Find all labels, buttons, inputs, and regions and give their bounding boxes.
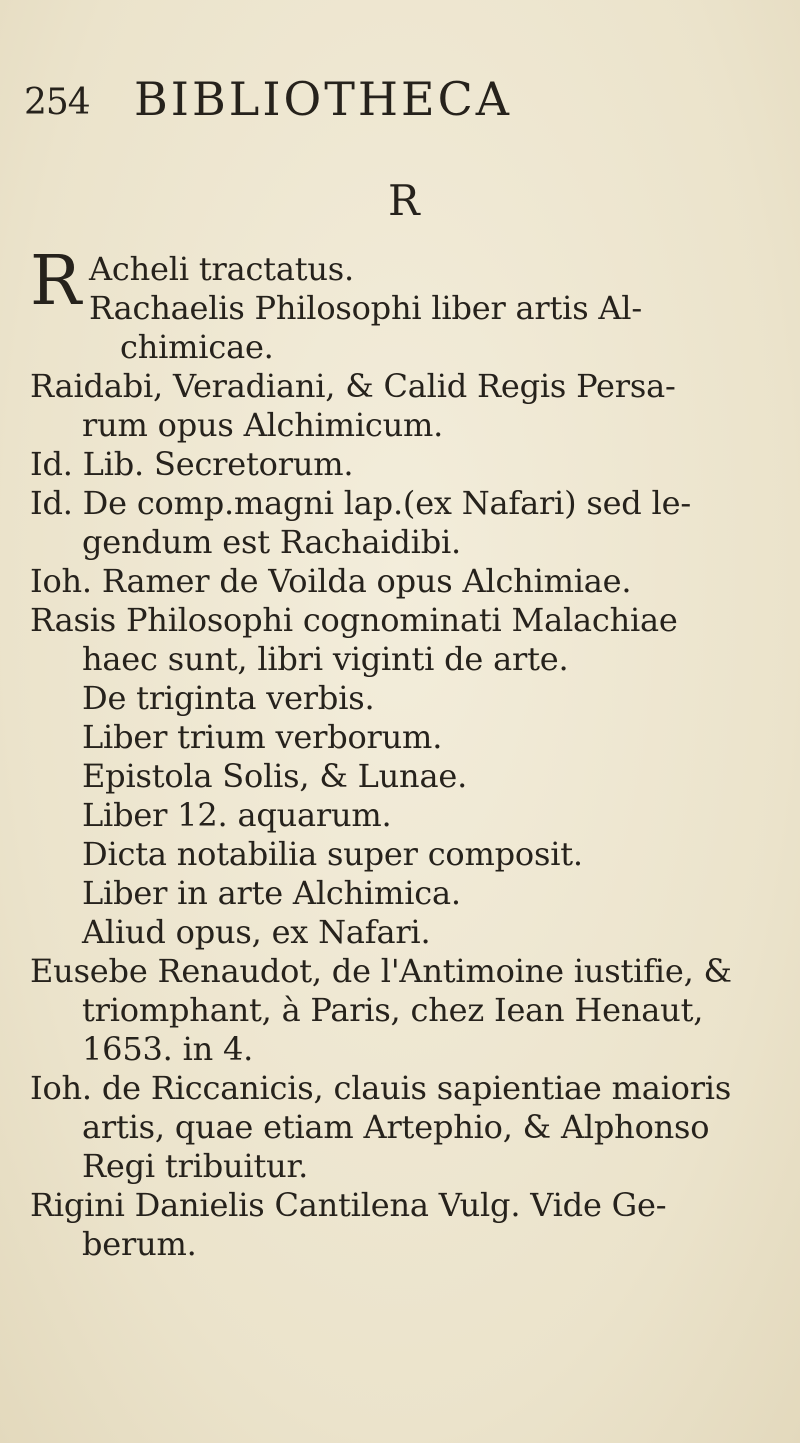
entry-line: De triginta verbis. bbox=[82, 679, 375, 717]
entry-line: chimicae. bbox=[120, 328, 274, 366]
catalog-entry bbox=[30, 718, 790, 757]
catalog-entry bbox=[30, 874, 790, 913]
catalog-entry bbox=[30, 601, 790, 679]
catalog-entry bbox=[30, 1186, 790, 1264]
entry-line: gendum est Rachaidibi. bbox=[82, 523, 461, 561]
catalog-entry bbox=[30, 952, 790, 1069]
catalog-entry bbox=[30, 1069, 790, 1186]
catalog-entry bbox=[30, 796, 790, 835]
entry-line: artis, quae etiam Artephio, & Alphonso bbox=[82, 1108, 710, 1146]
entry-line: Rachaelis Philosophi liber artis Al- bbox=[89, 289, 642, 327]
entry-line: Eusebe Renaudot, de l'Antimoine iustifie, & bbox=[30, 952, 732, 990]
entry-line: Raidabi, Veradiani, & Calid Regis Persa- bbox=[30, 367, 676, 405]
entry-line: Liber trium verborum. bbox=[82, 718, 443, 756]
catalog-entry bbox=[30, 367, 790, 445]
catalog-entry bbox=[30, 913, 790, 952]
catalog-entry bbox=[30, 562, 790, 601]
entry-line: Id. De comp.magni lap.(ex Nafari) sed le- bbox=[30, 484, 691, 522]
entry-line: Epistola Solis, & Lunae. bbox=[82, 757, 468, 795]
entry-line: Ioh. Ramer de Voilda opus Alchimiae. bbox=[30, 562, 632, 600]
running-title: BIBLIOTHECA bbox=[134, 72, 512, 126]
entry-line: Liber 12. aquarum. bbox=[82, 796, 392, 834]
entry-line: Id. Lib. Secretorum. bbox=[30, 445, 354, 483]
page-number: 254 bbox=[24, 82, 90, 123]
entry-line: Regi tribuitur. bbox=[82, 1147, 309, 1185]
entry-line: Dicta notabilia super composit. bbox=[82, 835, 583, 873]
catalog-entries bbox=[30, 242, 790, 1264]
entry-line: rum opus Alchimicum. bbox=[82, 406, 444, 444]
entry-line: 1653. in 4. bbox=[82, 1030, 254, 1068]
entry-line: Aliud opus, ex Nafari. bbox=[82, 913, 431, 951]
catalog-entry bbox=[30, 757, 790, 796]
drop-capital: R bbox=[30, 242, 81, 321]
section-letter: R bbox=[388, 176, 420, 225]
catalog-entry bbox=[30, 445, 790, 484]
entry-line: haec sunt, libri viginti de arte. bbox=[82, 640, 569, 678]
catalog-entry bbox=[30, 679, 790, 718]
catalog-entry bbox=[30, 484, 790, 562]
entry-line: Ioh. de Riccanicis, clauis sapientiae maioris bbox=[30, 1069, 732, 1107]
catalog-entry bbox=[30, 242, 790, 367]
entry-line: berum. bbox=[82, 1225, 197, 1263]
entry-line: Liber in arte Alchimica. bbox=[82, 874, 461, 912]
entry-line: Rigini Danielis Cantilena Vulg. Vide Ge- bbox=[30, 1186, 667, 1224]
entry-line: triomphant, à Paris, chez Iean Henaut, bbox=[82, 991, 704, 1029]
entry-line: Acheli tractatus. bbox=[89, 250, 354, 288]
catalog-entry bbox=[30, 835, 790, 874]
page-header bbox=[24, 72, 784, 132]
entry-line: Rasis Philosophi cognominati Malachiae bbox=[30, 601, 678, 639]
